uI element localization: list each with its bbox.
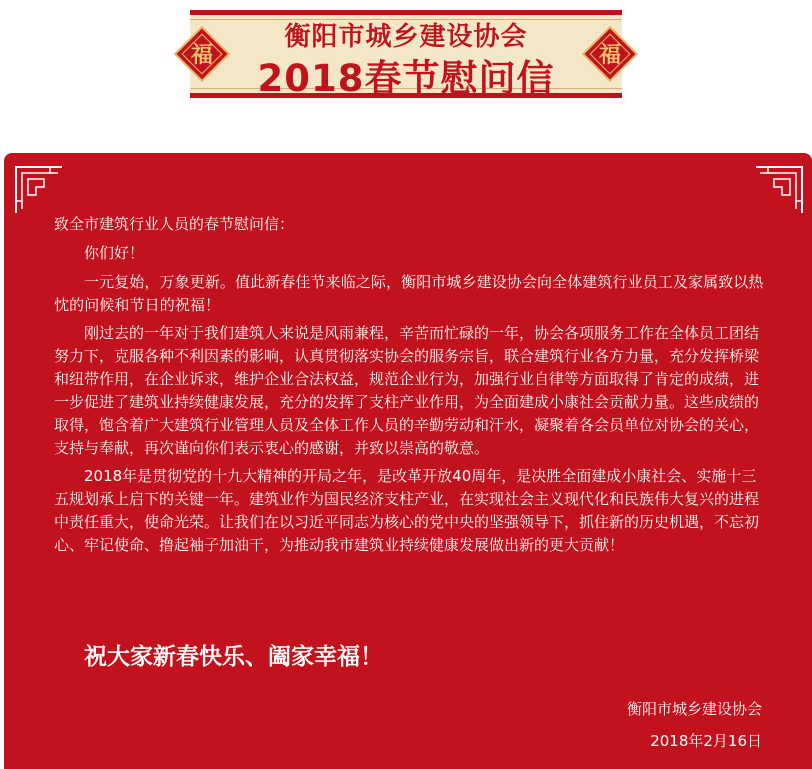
fu-diamond-icon (580, 24, 640, 84)
fu-character: 福 (598, 43, 622, 68)
letter-salutation: 致全市建筑行业人员的春节慰问信： (54, 215, 295, 233)
fu-character: 福 (190, 43, 214, 68)
banner-title-main: 2018春节慰问信 (257, 57, 555, 100)
letter-paragraph: 2018年是贯彻党的十九大精神的开局之年，是改革开放40周年，是决胜全面建成小康社会、实施十三五规划承上启下的关键一年。建筑业作为国民经济支柱产业，在实现社会主义现代化和民族伟大复兴的进程中责任重大，使命光荣。让我们在以习近平同志为核心的党中央的坚强领导下，抓住新的历史机遇，不忘初心、牢记使命、撸起袖子加油干，为推动我市建筑业持续健康发展做出新的更大贡献！ (54, 467, 760, 554)
signature-org: 衡阳市城乡建设协会 (626, 700, 762, 718)
header-banner (176, 4, 636, 104)
letter-greeting: 你们好！ (84, 244, 145, 262)
corner-ornament-icon (14, 165, 64, 215)
signature-block (627, 693, 762, 757)
letter-panel (4, 153, 812, 769)
letter-paragraph: 一元复始，万象更新。值此新春佳节来临之际，衡阳市城乡建设协会向全体建筑行业员工及家属致以热忱的问候和节日的祝福！ (54, 273, 764, 314)
letter-paragraph: 刚过去的一年对于我们建筑人来说是风雨兼程，辛苦而忙碌的一年，协会各项服务工作在全体员工团结努力下，克服各种不利因素的影响，认真贯彻落实协会的服务宗旨，联合建筑行业各方力量，充分发挥桥梁和纽带作用，在企业诉求，维护企业合法权益，规范企业行为，加强行业自律等方面取得了肯定的成绩，进一步促进了建筑业持续健康发展，充分的发挥了支柱产业作用，为全面建成小康社会贡献力量。这些成绩的取得，饱含着广大建筑行业管理人员及全体工作人员的辛勤劳动和汗水，凝聚着各会员单位对协会的关心，支持与奉献，再次谨向你们表示衷心的感谢，并致以崇高的敬意。 (54, 324, 760, 457)
corner-ornament-icon (754, 165, 804, 215)
new-year-wishes: 祝大家新春快乐、阖家幸福！ (84, 644, 383, 670)
letter-body (54, 213, 769, 562)
signature-date: 2018年2月16日 (650, 732, 762, 750)
banner-title-org: 衡阳市城乡建设协会 (284, 22, 528, 52)
